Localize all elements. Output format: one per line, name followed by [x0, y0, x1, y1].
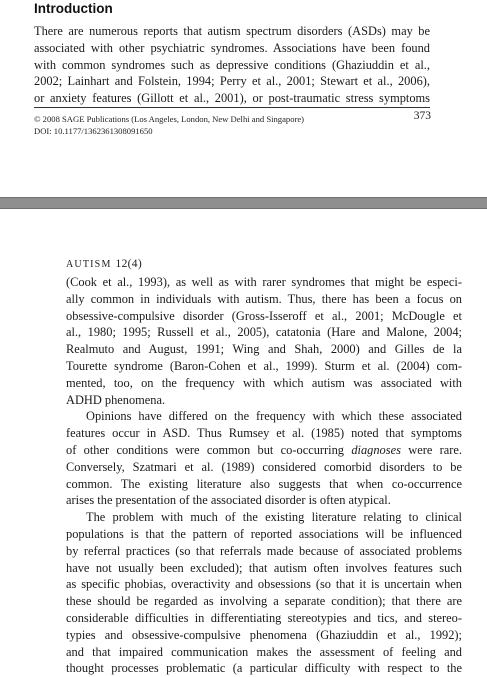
text-line: mented, too, on the frequency with which autism was associated with — [66, 375, 462, 390]
copyright-notice: © 2008 SAGE Publications (Los Angeles, London, New Delhi and Singapore) — [34, 114, 305, 124]
text-line: with common syndromes such as depressive conditions (Ghaziuddin et al., — [34, 57, 430, 72]
text-line: ADHD phenomena. — [66, 392, 166, 407]
italic-term: diagnoses — [351, 442, 401, 457]
body-text — [66, 274, 462, 677]
journal-name: AUTISM — [66, 259, 112, 270]
text-line: Opinions have differed on the frequency with which these associated — [86, 409, 462, 424]
text-line: or anxiety features (Gillott et al., 2001), or post-traumatic stress symptoms — [34, 91, 430, 106]
text-line — [66, 442, 462, 459]
text-line: these should be regarded as involving a separate condition); that there are — [66, 594, 462, 609]
text-line: al., 1980; 1995; Russell et al., 2005), catatonia (Hare and Malone, 2004; — [66, 325, 462, 340]
text-line: populations is that the pattern of reported associations will be influenced — [66, 526, 462, 541]
text-line: 2002; Lainhart and Folstein, 1994; Perry et al., 2001; Stewart et al., 2006), — [34, 74, 430, 89]
text-line: common. The existing literature also suggests that when co-occurrence — [66, 476, 462, 491]
text-fragment: of other conditions were common but co-occurring — [66, 442, 344, 457]
text-line: obsessive-compulsive disorder (Gross-Isseroff et al., 2001; McDougle et — [66, 308, 462, 323]
text-line: arises the presentation of the associated disorder is often atypical. — [66, 493, 391, 508]
text-line: Conversely, Szatmari et al. (1989) considered comorbid disorders to be — [66, 459, 462, 474]
running-head — [66, 257, 142, 272]
text-line: The problem with much of the existing literature relating to clinical — [86, 510, 462, 525]
text-line: typies and obsessive-compulsive phenomena (Ghaziuddin et al., 1992); — [66, 627, 462, 642]
page-separator — [0, 197, 487, 209]
text-line: and that impaired communication makes the assessment of feeling and — [66, 644, 462, 659]
text-line: thought processes problematic (a particular difficulty with respect to the — [66, 661, 462, 676]
text-line: considerable difficulties in differentiating stereotypies and tics, and stereo- — [66, 610, 462, 625]
text-line: features occur in ASD. Thus Rumsey et al. (1985) noted that symptoms — [66, 426, 462, 441]
footnote-rule — [34, 107, 430, 108]
text-line: as specific phobias, overactivity and obsessions (so that it is uncertain when — [66, 577, 462, 592]
page-number: 373 — [413, 110, 431, 122]
text-line: ally common in individuals with autism. Thus, there has been a focus on — [66, 291, 462, 306]
journal-volume: 12(4) — [115, 258, 142, 270]
text-line: associated with other psychiatric syndromes. Associations have been found — [34, 40, 430, 55]
text-line: There are numerous reports that autism spectrum disorders (ASDs) may be — [34, 24, 430, 38]
text-line: Realmuto and August, 1991; Wing and Shah, 2000) and Gilles de la — [66, 342, 462, 357]
intro-paragraph — [34, 23, 430, 107]
text-line: have not usually been excluded); that autism often involves features such — [66, 560, 462, 575]
text-line: by referral practices (so that referrals made because of associated problems — [66, 543, 462, 558]
section-heading: Introduction — [34, 1, 113, 16]
text-line: (Cook et al., 1993), as well as with rarer syndromes that might be especi- — [66, 275, 462, 289]
doi-text: DOI: 10.1177/1362361308091650 — [34, 126, 153, 136]
text-fragment: were rare. — [400, 442, 462, 457]
text-line: Tourette syndrome (Baron-Cohen et al., 1999). Sturm et al. (2004) com- — [66, 358, 462, 373]
